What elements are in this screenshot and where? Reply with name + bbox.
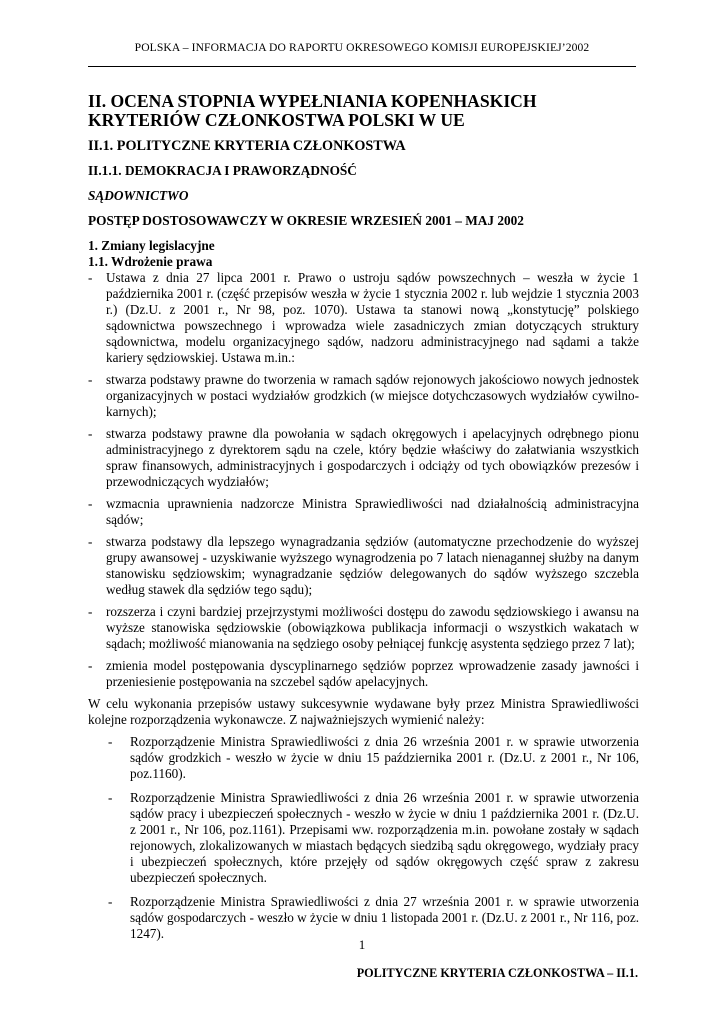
- section-heading: II.1. POLITYCZNE KRYTERIA CZŁONKOSTWA: [88, 138, 406, 154]
- bullet-dash: -: [108, 894, 113, 909]
- bullet-dash: -: [88, 372, 93, 387]
- bullet-dash: -: [88, 604, 93, 619]
- bullet-dash: -: [88, 658, 93, 673]
- subsection-heading: II.1.1. DEMOKRACJA I PRAWORZĄDNOŚĆ: [88, 163, 357, 178]
- period-heading: POSTĘP DOSTOSOWAWCZY W OKRESIE WRZESIEŃ 2001 – MAJ 2002: [88, 213, 524, 228]
- list-item-text: rozszerza i czyni bardziej przejrzystymi możliwości dostępu do zawodu sędziowskiego i awansu na wyższe stanowiska sędziowskie (obowiązkowa publikacja informacji o wszystkich wakatach w sądach; możliwość mianowania na sędziego osoby pełniącej funkcję asystenta sędziego przez 7 lat);: [106, 604, 639, 651]
- subpoint-heading: 1.1. Wdrożenie prawa: [88, 254, 213, 269]
- list-item: [88, 426, 639, 490]
- list-item-text: zmienia model postępowania dyscyplinarnego sędziów poprzez wprowadzenie zasady jawności i przeniesienie postępowania na szczebel sądów apelacyjnych.: [106, 658, 639, 689]
- running-footer: POLITYCZNE KRYTERIA CZŁONKOSTWA – II.1.: [356, 966, 638, 980]
- list-item: [88, 372, 639, 420]
- list-item: [88, 534, 639, 598]
- list-item-text: wzmacnia uprawnienia nadzorcze Ministra Sprawiedliwości nad działalnością administracyjna sądów;: [106, 496, 639, 527]
- list-item-text: Rozporządzenie Ministra Sprawiedliwości z dnia 26 września 2001 r. w sprawie utworzenia sądów grodzkich - weszło w życie w dniu 15 października 2001 r. (Dz.U. z 2001 r., Nr 106, poz.1160).: [130, 734, 639, 781]
- list-item: [88, 496, 639, 528]
- chapter-heading: II. OCENA STOPNIA WYPEŁNIANIA KOPENHASKICH KRYTERIÓW CZŁONKOSTWA POLSKI W UE: [88, 91, 537, 130]
- list-item: [88, 270, 639, 366]
- list-item: [88, 604, 639, 652]
- bullet-dash: -: [88, 534, 93, 549]
- page-content: [88, 92, 639, 950]
- body-paragraph: W celu wykonania przepisów ustawy sukcesywnie wydawane były przez Ministra Sprawiedliwości kolejne rozporządzenia wykonawcze. Z najważniejszych wymienić należy:: [88, 696, 639, 727]
- list-item: [88, 734, 639, 782]
- bullet-dash: -: [108, 734, 113, 749]
- list-item-text: Rozporządzenie Ministra Sprawiedliwości z dnia 26 września 2001 r. w sprawie utworzenia sądów pracy i ubezpieczeń społecznych - weszło w życie w dniu 1 października 2001 r. (Dz.U. z 2001 r., Nr 106, poz.1161). Przepisami ww. rozporządzenia m.in. powołane zostały w sądach rejonowych, zlokalizowanych w miastach będących siedzibą sądu okręgowego, wydziały pracy i ubezpieczeń społecznych, które przejęły od sądów okręgowych część spraw z zakresu ubezpieczeń społecznych.: [130, 790, 639, 885]
- list-item-text: stwarza podstawy prawne do tworzenia w ramach sądów rejonowych jakościowo nowych jednostek organizacyjnych w postaci wydziałów grodzkich (w miejsce dotychczasowych wydziałów cywilno-karnych);: [106, 372, 639, 419]
- page-number: 1: [358, 937, 366, 952]
- topic-heading: SĄDOWNICTWO: [88, 188, 189, 203]
- point-heading: 1. Zmiany legislacyjne: [88, 238, 215, 253]
- bullet-dash: -: [88, 270, 93, 285]
- list-item-text: stwarza podstawy dla lepszego wynagradzania sędziów (automatyczne przechodzenie do wyższej grupy awansowej - uzyskiwanie wyższego wynagrodzenia po 7 latach nienagannej służby na danym stanowisku sędziowskim; wynagradzanie sędziów delegowanych do sądów wyższego szczebla według stawek dla sędziów tego sądu);: [106, 534, 639, 597]
- list-item: [88, 658, 639, 690]
- bullet-dash: -: [108, 790, 113, 805]
- bullet-dash: -: [88, 426, 93, 441]
- list-item: [88, 790, 639, 886]
- list-item-text: Ustawa z dnia 27 lipca 2001 r. Prawo o ustroju sądów powszechnych – weszła w życie 1 października 2001 r. (część przepisów weszła w życie 1 stycznia 2002 r. lub wejdzie 1 stycznia 2003 r.) (Dz.U. z 2001 r., Nr 98, poz. 1070). Ustawa ta stanowi nową „konstytucję” polskiego sądownictwa powszechnego i wprowadza wiele zasadniczych zmian dotyczących struktury sądownictwa, modelu organizacyjnego sądów, nadzoru administracyjnego nad sądami a także kariery sędziowskiej. Ustawa m.in.:: [106, 270, 639, 365]
- law-list: [88, 270, 639, 690]
- running-header: POLSKA – INFORMACJA DO RAPORTU OKRESOWEGO KOMISJI EUROPEJSKIEJ’2002: [134, 41, 590, 54]
- list-item: [88, 894, 639, 942]
- header-divider: [88, 66, 636, 67]
- bullet-dash: -: [88, 496, 93, 511]
- regulation-list: [88, 734, 639, 942]
- list-item-text: Rozporządzenie Ministra Sprawiedliwości z dnia 27 września 2001 r. w sprawie utworzenia sądów gospodarczych - weszło w życie w dniu 1 listopada 2001 r. (Dz.U. z 2001 r., Nr 116, poz. 1247).: [130, 894, 639, 941]
- list-item-text: stwarza podstawy prawne dla powołania w sądach okręgowych i apelacyjnych odrębnego pionu administracyjnego z dyrektorem sądu na czele, który będzie właściwy do załatwiania wszystkich spraw finansowych, administracyjnych i gospodarczych i odciąży od tych obowiązków prezesów i przewodniczących wydziałów;: [106, 426, 639, 489]
